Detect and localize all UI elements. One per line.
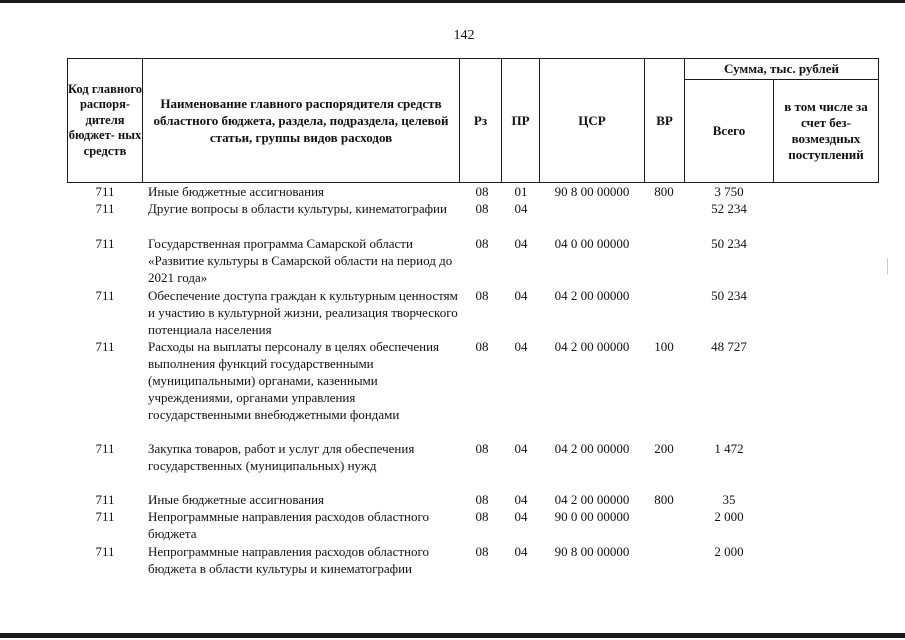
cell-vr: 200	[654, 441, 674, 456]
col-border	[142, 58, 143, 183]
cell-total: 3 750	[714, 184, 744, 199]
header-code: Код главного распоря- дителя бюджет- ных средств	[68, 81, 142, 158]
header-csr: ЦСР	[578, 112, 606, 128]
cell-rz: 08	[475, 492, 489, 507]
bottom-scan-border	[0, 633, 905, 638]
cell-name: Иные бюджетные ассигнования	[148, 184, 325, 199]
cell-pr: 04	[514, 509, 528, 524]
cell-vr: 100	[654, 339, 674, 354]
cell-csr: 04 2 00 00000	[554, 339, 630, 354]
cell-code: 711	[95, 339, 115, 354]
cell-rz: 08	[475, 236, 489, 251]
cell-pr: 04	[514, 201, 528, 216]
page-number: 142	[453, 28, 475, 43]
cell-code: 711	[95, 288, 115, 303]
cell-name: Закупка товаров, работ и услуг для обеспечения государственных (муниципальных) нужд	[148, 441, 415, 473]
cell-total: 2 000	[714, 544, 744, 559]
cell-pr: 04	[514, 288, 528, 303]
cell-csr: 90 0 00 00000	[554, 509, 630, 524]
cell-name: Обеспечение доступа граждан к культурным ценностям и участию в культурной жизни, реализация творческого потенциала населения	[148, 288, 458, 337]
cell-rz: 08	[475, 201, 489, 216]
cell-csr: 04 2 00 00000	[554, 441, 630, 456]
header-rz: Рз	[473, 112, 488, 128]
cell-pr: 04	[514, 544, 528, 559]
header-name: Наименование главного распорядителя средств областного бюджета, раздела, подраздела, целевой статьи, группы видов расходов	[153, 96, 449, 145]
cell-vr: 800	[654, 492, 674, 507]
cell-code: 711	[95, 509, 115, 524]
cell-csr: 04 2 00 00000	[554, 288, 630, 303]
cell-code: 711	[95, 544, 115, 559]
cell-code: 711	[95, 441, 115, 456]
cell-csr: 90 8 00 00000	[554, 544, 630, 559]
cell-name: Непрограммные направления расходов областного бюджета в области культуры и кинематографии	[148, 544, 429, 576]
cell-pr: 04	[514, 236, 528, 251]
cell-total: 1 472	[714, 441, 744, 456]
cell-name: Расходы на выплаты персоналу в целях обеспечения выполнения функций государственными (муниципальными) органами, казенными учреждениями, органами управления государственными внебюджетными фондами	[148, 339, 440, 422]
cell-code: 711	[95, 236, 115, 251]
header-pr: ПР	[511, 112, 530, 128]
cell-total: 50 234	[711, 236, 747, 251]
cell-csr: 04 2 00 00000	[554, 492, 630, 507]
cell-total: 52 234	[711, 201, 747, 216]
cell-csr: 90 8 00 00000	[554, 184, 630, 199]
cell-pr: 04	[514, 339, 528, 354]
header-sum: Сумма, тыс. рублей	[724, 61, 839, 76]
cell-total: 48 727	[711, 339, 747, 354]
cell-rz: 08	[475, 544, 489, 559]
cell-code: 711	[95, 492, 115, 507]
cell-name: Непрограммные направления расходов областного бюджета	[148, 509, 429, 541]
cell-total: 2 000	[714, 509, 744, 524]
cell-rz: 08	[475, 509, 489, 524]
header-total: Всего	[712, 123, 746, 138]
cell-vr: 800	[654, 184, 674, 199]
header-vr: ВР	[656, 112, 673, 128]
cell-name: Другие вопросы в области культуры, кинематографии	[148, 201, 447, 216]
cell-total: 50 234	[711, 288, 747, 303]
col-border	[878, 58, 879, 183]
cell-rz: 08	[475, 184, 489, 199]
cell-name: Иные бюджетные ассигнования	[148, 492, 325, 507]
header-free: в том числе за счет без- возмездных поступлений	[784, 99, 868, 162]
cell-csr: 04 0 00 00000	[554, 236, 630, 251]
cell-rz: 08	[475, 339, 489, 354]
cell-pr: 04	[514, 492, 528, 507]
cell-total: 35	[722, 492, 736, 507]
cell-code: 711	[95, 201, 115, 216]
cell-rz: 08	[475, 288, 489, 303]
cell-name: Государственная программа Самарской области «Развитие культуры в Самарской области на период до 2021 года»	[148, 236, 453, 285]
cell-code: 711	[95, 184, 115, 199]
cell-pr: 01	[514, 184, 528, 199]
cell-pr: 04	[514, 441, 528, 456]
cell-rz: 08	[475, 441, 489, 456]
